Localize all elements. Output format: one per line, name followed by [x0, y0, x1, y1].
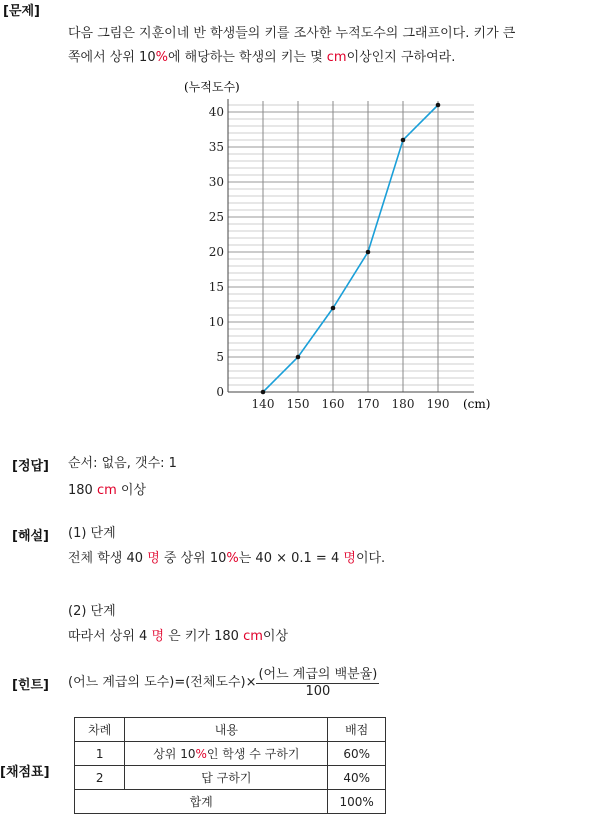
y-tick-labels [209, 105, 224, 399]
hint-lhs: (어느 계급의 도수)=(전체도수)× [68, 675, 257, 690]
total-score: 100% [328, 790, 386, 814]
scoring-total-row [75, 790, 386, 814]
data-point [401, 138, 406, 143]
step2-text-part: 따라서 상위 4 [68, 629, 148, 644]
row-score: 40% [328, 766, 386, 790]
y-tick-label: 10 [208, 315, 224, 329]
x-tick-label: 160 [321, 397, 345, 411]
y-tick-label: 30 [208, 175, 224, 189]
percent-unit: % [226, 551, 239, 566]
row-content [125, 742, 328, 766]
answer-value: 180 [68, 483, 93, 498]
row-content-part: 인 학생 수 구하기 [206, 747, 300, 761]
step2-text-part: 은 키가 180 [168, 629, 239, 644]
cm-unit: cm [96, 483, 117, 498]
y-tick-label: 25 [208, 210, 224, 224]
step1-text-part: 는 40 × 0.1 = 4 [238, 551, 340, 566]
data-point [436, 103, 441, 108]
row-content: 답 구하기 [125, 766, 328, 790]
answer-line2 [68, 482, 146, 500]
data-point [296, 355, 301, 360]
header-order: 차례 [75, 718, 125, 742]
x-tick-label: 170 [356, 397, 380, 411]
hint-denominator: 100 [305, 683, 331, 699]
data-point [261, 390, 266, 395]
scoring-header-row [75, 718, 386, 742]
percent-unit: % [155, 50, 168, 65]
person-unit: 명 [151, 629, 165, 644]
cm-unit: cm [243, 629, 263, 644]
data-point [366, 250, 371, 255]
header-score: 배점 [328, 718, 386, 742]
x-tick-labels [252, 397, 450, 411]
data-point [331, 306, 336, 311]
scoring-row [75, 742, 386, 766]
row-number: 2 [75, 766, 125, 790]
x-tick-label: 190 [426, 397, 450, 411]
step1-title: (1) 단계 [68, 526, 116, 541]
x-tick-label: 180 [391, 397, 415, 411]
answer-suffix: 이상 [120, 483, 147, 498]
hint-numerator: (어느 계급의 백분율) [258, 666, 378, 682]
y-axis-label: (누적도수) [184, 80, 240, 94]
step1-text-part: 이다. [355, 551, 386, 566]
cm-unit: cm [326, 50, 347, 65]
person-unit: 명 [147, 551, 160, 566]
solution-label: [해설] [12, 529, 49, 544]
total-label: 합계 [75, 790, 328, 814]
x-tick-label: 150 [286, 397, 310, 411]
row-number: 1 [75, 742, 125, 766]
step1-text-part: 전체 학생 40 [68, 551, 144, 566]
percent-unit: % [195, 747, 207, 761]
major-gridlines [228, 101, 474, 392]
y-tick-label: 20 [208, 245, 224, 259]
y-tick-label: 15 [208, 280, 224, 294]
problem-text-line1: 다음 그림은 지훈이네 반 학생들의 키를 조사한 누적도수의 그래프이다. 키가 큰 [68, 26, 516, 41]
scoring-label: [채점표] [0, 765, 50, 780]
step2-title: (2) 단계 [68, 604, 116, 619]
problem-text-part: 에 해당하는 학생의 키는 몇 [167, 50, 323, 65]
data-points [261, 103, 441, 395]
row-content-part: 상위 10 [153, 747, 196, 761]
scoring-row [75, 766, 386, 790]
step1-text-part: 중 상위 10 [163, 551, 227, 566]
step1-text [68, 550, 385, 568]
y-tick-label: 5 [216, 350, 224, 364]
problem-text-part: 이상인지 구하여라. [346, 50, 456, 65]
x-tick-label: 140 [251, 397, 275, 411]
x-axis-label: (cm) [463, 397, 491, 411]
problem-text-part: 쪽에서 상위 10 [68, 50, 156, 65]
cumulative-frequency-line [263, 105, 438, 392]
header-content: 내용 [125, 718, 328, 742]
row-score: 60% [328, 742, 386, 766]
hint-fraction [256, 667, 379, 700]
y-tick-label: 35 [208, 140, 224, 154]
scoring-table [74, 717, 386, 814]
step2-text-part: 이상 [262, 629, 289, 644]
answer-line1: 순서: 없음, 갯수: 1 [68, 456, 177, 471]
hint-formula [68, 662, 379, 704]
y-tick-label: 0 [216, 385, 224, 399]
answer-label: [정답] [12, 459, 49, 474]
y-tick-label: 40 [208, 105, 224, 119]
problem-label: [문제] [3, 4, 40, 19]
step2-text [68, 628, 288, 646]
person-unit: 명 [343, 551, 356, 566]
hint-label: [힌트] [12, 678, 49, 693]
